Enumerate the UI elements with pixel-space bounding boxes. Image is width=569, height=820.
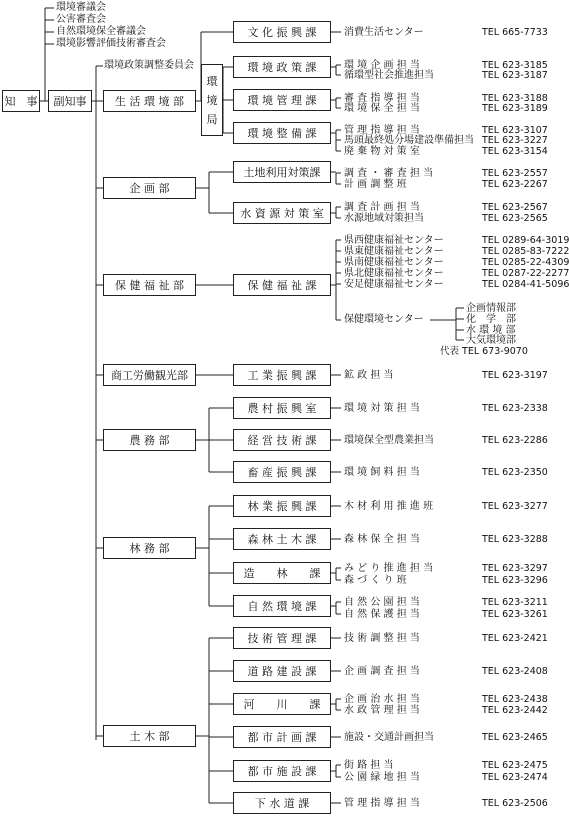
section-box: 技 術 管 理 課	[233, 627, 331, 649]
unit-label: 県西健康福祉センター	[344, 234, 444, 246]
section-box: 林 業 振 興 課	[233, 495, 331, 517]
section-box: 都 市 計 画 課	[233, 726, 331, 748]
section-box: 下 水 道 課	[233, 792, 331, 814]
phone-number: TEL 623-3154	[482, 145, 548, 157]
unit-label: 消費生活センター	[344, 26, 424, 38]
unit-label: 馬頭最終処分場建設準備担当	[344, 134, 474, 146]
unit-label: 調 査 ・ 審 査 担 当	[344, 167, 434, 179]
section-box: 文 化 振 興 課	[233, 21, 331, 43]
phone-number: TEL 0285-22-4309	[482, 256, 569, 268]
phone-number: TEL 623-2506	[482, 797, 548, 809]
phone-number: TEL 623-3187	[482, 69, 548, 81]
unit-label: 施設・交通計画担当	[344, 731, 434, 743]
phone-number: TEL 623-3227	[482, 134, 548, 146]
phone-number: TEL 623-2421	[482, 632, 548, 644]
unit-label: 環 境 企 画 担 当	[344, 59, 420, 71]
unit-label: 安足健康福祉センター	[344, 278, 444, 290]
section-box: 自 然 環 境 課	[233, 595, 331, 617]
section-box: 造 林 課	[233, 562, 331, 584]
unit-label: 管 理 指 導 担 当	[344, 124, 420, 136]
phone-number: TEL 623-2442	[482, 704, 548, 716]
bureau-char: 境	[206, 93, 218, 107]
unit-label: 県北健康福祉センター	[344, 267, 444, 279]
vice-governor-box: 副知事	[48, 90, 92, 112]
governor-box: 知 事	[2, 90, 40, 112]
section-box: 保 健 福 祉 課	[233, 274, 331, 296]
phone-number: TEL 623-2465	[482, 731, 548, 743]
unit-label: 企 画 調 査 担 当	[344, 665, 420, 677]
phone-number: TEL 623-2286	[482, 434, 548, 446]
unit-label: 循環型社会推進担当	[344, 69, 434, 81]
phone-number: TEL 623-2474	[482, 771, 548, 783]
section-box: 環 境 管 理 課	[233, 89, 331, 111]
center-unit-label: 企画情報部	[466, 302, 516, 314]
unit-label: 環 境 対 策 担 当	[344, 402, 420, 414]
section-box: 畜 産 振 興 課	[233, 461, 331, 483]
section-box: 工 業 振 興 課	[233, 364, 331, 386]
phone-number: TEL 623-2338	[482, 402, 548, 414]
phone-number: TEL 623-2567	[482, 201, 548, 213]
unit-label: 管 理 指 導 担 当	[344, 797, 420, 809]
unit-label: 企 画 治 水 担 当	[344, 693, 420, 705]
unit-label: 街 路 担 当	[344, 759, 394, 771]
unit-label: 県南健康福祉センター	[344, 256, 444, 268]
phone-number: TEL 0289-64-3019	[482, 234, 569, 246]
unit-label: 自 然 保 護 担 当	[344, 608, 420, 620]
council-label: 公害審査会	[56, 14, 106, 25]
unit-label: 水 政 管 理 担 当	[344, 704, 420, 716]
unit-label: 審 査 指 導 担 当	[344, 92, 420, 104]
section-box: 農 村 振 興 室	[233, 397, 331, 419]
unit-label: 調 査 計 画 担 当	[344, 201, 420, 213]
department-box: 林 務 部	[103, 537, 196, 559]
unit-label: 県東健康福祉センター	[344, 245, 444, 257]
phone-number: TEL 623-3296	[482, 574, 548, 586]
unit-label: 技 術 調 整 担 当	[344, 632, 420, 644]
council-label: 環境審議会	[56, 2, 106, 13]
bureau-char: 環	[206, 74, 218, 88]
unit-label: み ど り 推 進 担 当	[344, 562, 434, 574]
phone-number: TEL 623-2350	[482, 466, 548, 478]
section-box: 森 林 土 木 課	[233, 528, 331, 550]
center-unit-label: 大気環境部	[466, 334, 516, 346]
phone-number: TEL 623-3261	[482, 608, 548, 620]
unit-label: 環境保全型農業担当	[344, 434, 434, 446]
phone-number: TEL 665-7733	[482, 26, 548, 38]
unit-label: 自 然 公 園 担 当	[344, 596, 420, 608]
phone-number: TEL 623-3188	[482, 92, 548, 104]
department-box: 土 木 部	[103, 725, 196, 747]
environment-bureau-box	[201, 64, 223, 136]
department-box: 商工労働観光部	[103, 364, 196, 386]
unit-label: 廃 棄 物 対 策 室	[344, 145, 420, 157]
section-box: 経 営 技 術 課	[233, 429, 331, 451]
section-box: 環 境 政 策 課	[233, 56, 331, 78]
unit-label: 環 境 飼 料 担 当	[344, 466, 420, 478]
department-box: 農 務 部	[103, 429, 196, 451]
phone-number: TEL 0285-83-7222	[482, 245, 569, 257]
phone-number: TEL 623-3197	[482, 369, 548, 381]
unit-label: 鉱 政 担 当	[344, 369, 394, 381]
department-box: 企 画 部	[103, 177, 196, 199]
section-box: 道 路 建 設 課	[233, 660, 331, 682]
phone-number: TEL 623-3277	[482, 500, 548, 512]
phone-number: TEL 0287-22-2277	[482, 267, 569, 279]
bureau-char: 局	[206, 113, 218, 127]
phone-number: TEL 623-3189	[482, 102, 548, 114]
phone-number: TEL 623-3107	[482, 124, 548, 136]
phone-number: TEL 623-3288	[482, 533, 548, 545]
phone-number: TEL 623-2408	[482, 665, 548, 677]
phone-number: TEL 0284-41-5096	[482, 278, 569, 290]
department-box: 保 健 福 祉 部	[103, 274, 196, 296]
unit-label: 水源地域対策担当	[344, 212, 424, 224]
council-label: 自然環境保全審議会	[56, 26, 146, 37]
phone-number: TEL 623-2267	[482, 178, 548, 190]
unit-label: 環 境 保 全 担 当	[344, 102, 420, 114]
section-box: 土地利用対策課	[233, 161, 331, 183]
unit-label: 木 材 利 用 推 進 班	[344, 500, 434, 512]
department-box: 生 活 環 境 部	[103, 90, 196, 112]
phone-number: TEL 623-2438	[482, 693, 548, 705]
policy-committee-label: 環境政策調整委員会	[104, 60, 194, 71]
section-box: 河 川 課	[233, 693, 331, 715]
section-box: 環 境 整 備 課	[233, 122, 331, 144]
council-label: 環境影響評価技術審査会	[56, 38, 166, 49]
phone-number: TEL 623-3185	[482, 59, 548, 71]
phone-number: TEL 623-2557	[482, 167, 548, 179]
center-phone-number: 代表 TEL 673-9070	[440, 346, 528, 357]
section-box: 水 資 源 対 策 室	[233, 202, 331, 224]
phone-number: TEL 623-3297	[482, 562, 548, 574]
center-unit-label: 化 学 部	[466, 313, 516, 325]
unit-label: 公 園 緑 地 担 当	[344, 771, 420, 783]
phone-number: TEL 623-2475	[482, 759, 548, 771]
unit-label: 森 づ く り 班	[344, 574, 407, 586]
phone-number: TEL 623-3211	[482, 596, 548, 608]
unit-label: 森 林 保 全 担 当	[344, 533, 420, 545]
unit-label: 計 画 調 整 班	[344, 178, 407, 190]
center-label: 保健環境センター	[344, 314, 424, 325]
center-unit-label: 水 環 境 部	[466, 324, 516, 336]
phone-number: TEL 623-2565	[482, 212, 548, 224]
section-box: 都 市 施 設 課	[233, 760, 331, 782]
